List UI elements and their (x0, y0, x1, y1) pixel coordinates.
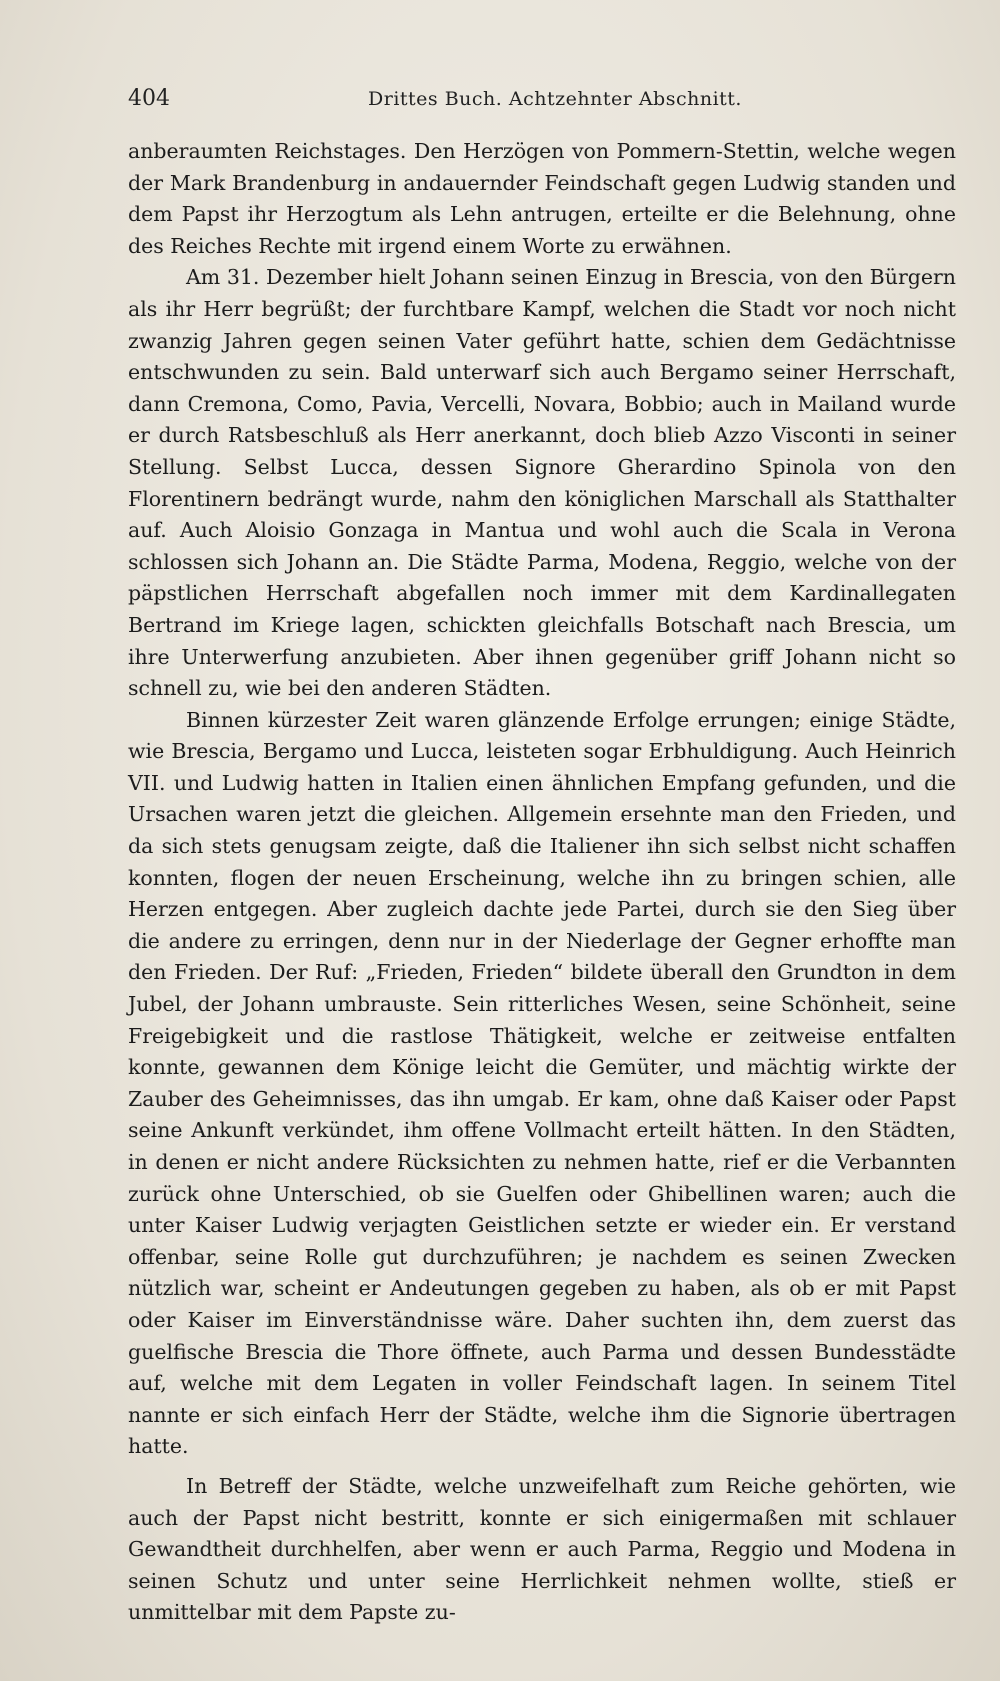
page-number: 404 (128, 86, 170, 111)
page-header (128, 86, 948, 116)
paragraph: anberaumten Reichstages. Den Herzögen von Pommern-Stettin, welche wegen der Mark Brandenburg in andauernder Feindschaft gegen Ludwig standen und dem Papst ihr Herzogtum als Lehn antrugen, erteilte er die Belehnung, ohne des Reiches Rechte mit irgend einem Worte zu erwähnen. (128, 139, 956, 258)
body-text (128, 136, 956, 1629)
paragraph: Am 31. Dezember hielt Johann seinen Einzug in Brescia, von den Bürgern als ihr Herr begrüßt; der furchtbare Kampf, welchen die Stadt vor noch nicht zwanzig Jahren gegen seinen Vater geführt hatte, schien dem Gedächtnisse entschwunden zu sein. Bald unterwarf sich auch Bergamo seiner Herrschaft, dann Cremona, Como, Pavia, Vercelli, Novara, Bobbio; auch in Mailand wurde er durch Ratsbeschluß als Herr anerkannt, doch blieb Azzo Visconti in seiner Stellung. Selbst Lucca, dessen Signore Gherardino Spinola von den Florentinern bedrängt wurde, nahm den königlichen Marschall als Statthalter auf. Auch Aloisio Gonzaga in Mantua und wohl auch die Scala in Verona schlossen sich Johann an. Die Städte Parma, Modena, Reggio, welche von der päpstlichen Herrschaft abgefallen noch immer mit dem Kardinallegaten Bertrand im Kriege lagen, schickten gleichfalls Botschaft nach Brescia, um ihre Unterwerfung anzubieten. Aber ihnen gegenüber griff Johann nicht so schnell zu, wie bei den anderen Städten. (128, 265, 956, 701)
paragraph: In Betreff der Städte, welche unzweifelhaft zum Reiche gehörten, wie auch der Papst nicht bestritt, konnte er sich einigermaßen mit schlauer Gewandtheit durchhelfen, aber wenn er auch Parma, Reggio und Modena in seinen Schutz und unter seine Herrlichkeit nehmen wollte, stieß er unmittelbar mit dem Papste zu- (128, 1473, 956, 1625)
running-head: Drittes Buch. Achtzehnter Abschnitt. (368, 88, 742, 110)
paragraph: Binnen kürzester Zeit waren glänzende Erfolge errungen; einige Städte, wie Brescia, Bergamo und Lucca, leisteten sogar Erbhuldigung. Auch Heinrich VII. und Ludwig hatten in Italien einen ähnlichen Empfang gefunden, und die Ursachen waren jetzt die gleichen. Allgemein ersehnte man den Frieden, und da sich stets genugsam zeigte, daß die Italiener ihn sich selbst nicht schaffen konnten, flogen der neuen Erscheinung, welche ihn zu bringen schien, alle Herzen entgegen. Aber zugleich dachte jede Partei, durch sie den Sieg über die andere zu erringen, denn nur in der Niederlage der Gegner erhoffte man den Frieden. Der Ruf: „Frieden, Frieden“ bildete überall den Grundton in dem Jubel, der Johann umbrauste. Sein ritterliches Wesen, seine Schönheit, seine Freigebigkeit und die rastlose Thätigkeit, welche er zeitweise entfalten konnte, gewannen dem Könige leicht die Gemüter, und mächtig wirkte der Zauber des Geheimnisses, das ihn umgab. Er kam, ohne daß Kaiser oder Papst seine Ankunft verkündet, ihm offene Vollmacht erteilt hätten. In den Städten, in denen er nicht andere Rücksichten zu nehmen hatte, rief er die Verbannten zurück ohne Unterschied, ob sie Guelfen oder Ghibellinen waren; auch die unter Kaiser Ludwig verjagten Geistlichen setzte er wieder ein. Er verstand offenbar, seine Rolle gut durchzuführen; je nachdem es seinen Zwecken nützlich war, scheint er Andeutungen gegeben zu haben, als ob er mit Papst oder Kaiser im Einverständnisse wäre. Daher suchten ihn, dem zuerst das guelfische Brescia die Thore öffnete, auch Parma und dessen Bundesstädte auf, welche mit dem Legaten in voller Feindschaft lagen. In seinem Titel nannte er sich einfach Herr der Städte, welche ihm die Signorie übertragen hatte. (128, 707, 956, 1459)
